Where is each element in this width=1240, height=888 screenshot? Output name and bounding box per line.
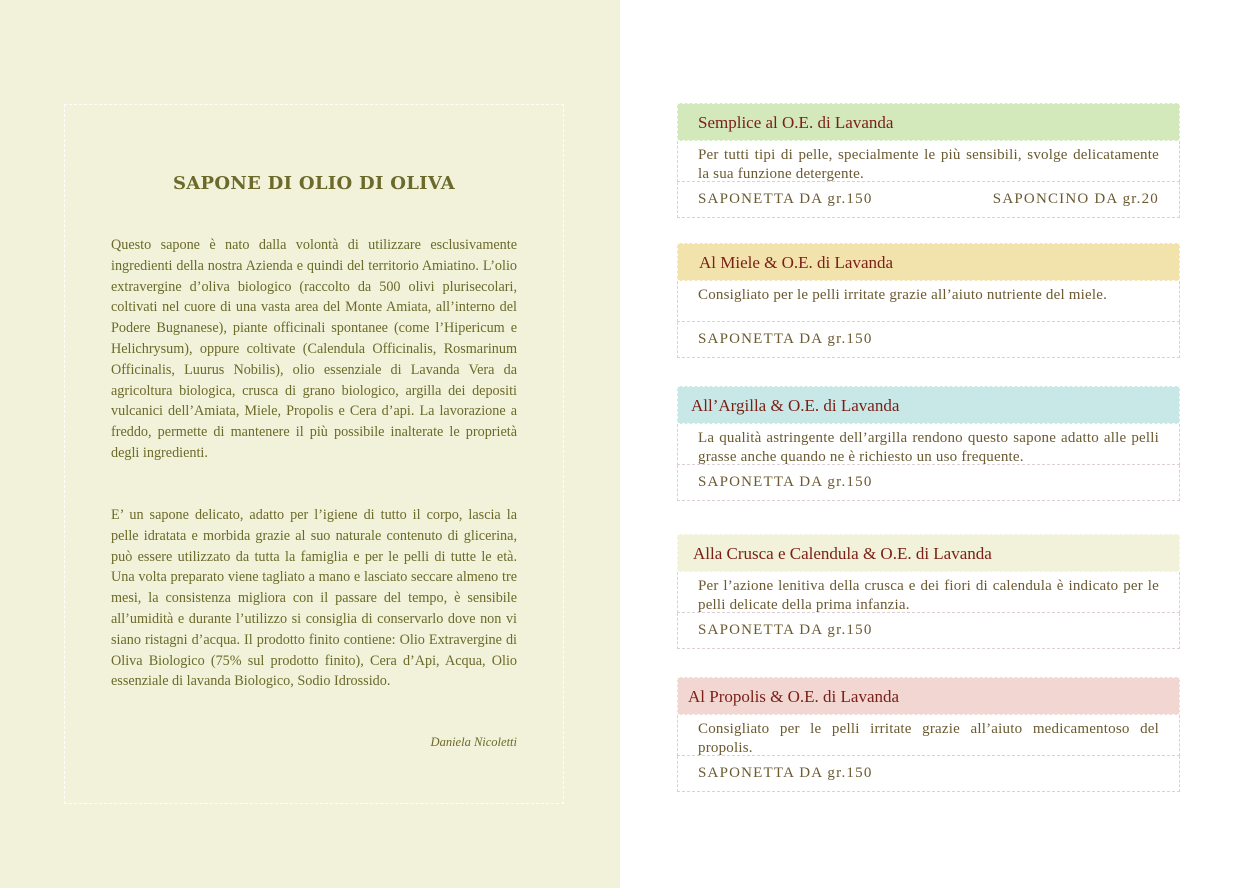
product-size-main: SAPONETTA DA gr.150 [698, 331, 873, 347]
product-card [677, 677, 1180, 792]
product-size-main: SAPONETTA DA gr.150 [698, 191, 873, 207]
product-title: Al Propolis & O.E. di Lavanda [677, 677, 1180, 715]
product-size-main: SAPONETTA DA gr.150 [698, 622, 873, 638]
product-description: La qualità astringente dell’argilla rendono questo sapone adatto alle pelli grasse anche quando ne è richiesto un uso frequente. [677, 424, 1180, 465]
page-title: SAPONE DI OLIO DI OLIVA [172, 173, 456, 194]
product-size-main: SAPONETTA DA gr.150 [698, 765, 873, 781]
description-paragraph: E’ un sapone delicato, adatto per l’igiene di tutto il corpo, lascia la pelle idratata e morbida grazie al suo naturale contenuto di glicerina, può essere utilizzato da tutta la famiglia e per le pelli di tutte le età. Una volta preparato viene tagliato a mano e lasciato seccare almeno tre mesi, la consistenza migliora con il passare del tempo, è sensibile all’umidità e durante l’utilizzo si consiglia di conservarlo dove non vi siano ristagni d’acqua. Il prodotto finito contiene: Olio Extravergine di Oliva Biologico (75% sul prodotto finito), Cera d’Api, Acqua, Olio essenziale di lavanda Biologico, Sodio Idrossido. [111, 507, 517, 690]
intro-paragraph: Questo sapone è nato dalla volontà di utilizzare esclusivamente ingredienti della nostra Azienda e quindi del territorio Amiatino. L’olio extravergine d’oliva biologico (raccolto da 500 olivi plurisecolari, coltivati nel cuore di una vasta area del Monte Amiata, all’interno del Podere Bugnanese), piante officinali spontanee (come l’Hipericum e Helichrysum), oppure coltivate (Calendula Officinalis, Rosmarinum Officinalis, Luurus Nobilis), olio essenziale di Lavanda Vera da agricoltura biologica, crusca di grano biologico, argilla dei depositi vulcanici dell’Amiata, Miele, Propolis e Cera d’api. La lavorazione a freddo, permette di mantenere il più possibile inalterate le proprietà degli ingredienti. [111, 237, 517, 461]
product-description: Consigliato per le pelli irritate grazie all’aiuto medicamentoso del propolis. [677, 715, 1180, 756]
product-description: Consigliato per le pelli irritate grazie all’aiuto nutriente del miele. [677, 281, 1180, 322]
right-page [620, 0, 1240, 888]
product-size-main: SAPONETTA DA gr.150 [698, 474, 873, 490]
product-card [677, 103, 1180, 218]
product-sizes [677, 322, 1180, 358]
text-frame [64, 104, 564, 804]
product-size-small: SAPONCINO DA gr.20 [992, 191, 1159, 207]
product-title: Semplice al O.E. di Lavanda [677, 103, 1180, 141]
product-description: Per tutti tipi di pelle, specialmente le più sensibili, svolge delicatamente la sua funzione detergente. [677, 141, 1180, 182]
product-card [677, 243, 1180, 358]
product-description: Per l’azione lenitiva della crusca e dei fiori di calendula è indicato per le pelli delicate della prima infanzia. [677, 572, 1180, 613]
product-card [677, 534, 1180, 649]
product-title: Al Miele & O.E. di Lavanda [677, 243, 1180, 281]
product-sizes [677, 465, 1180, 501]
product-title: Alla Crusca e Calendula & O.E. di Lavanda [677, 534, 1180, 572]
product-card [677, 386, 1180, 501]
author-signature: Daniela Nicoletti [430, 735, 517, 749]
product-sizes [677, 756, 1180, 792]
product-sizes [677, 613, 1180, 649]
product-title: All’Argilla & O.E. di Lavanda [677, 386, 1180, 424]
product-sizes [677, 182, 1180, 218]
